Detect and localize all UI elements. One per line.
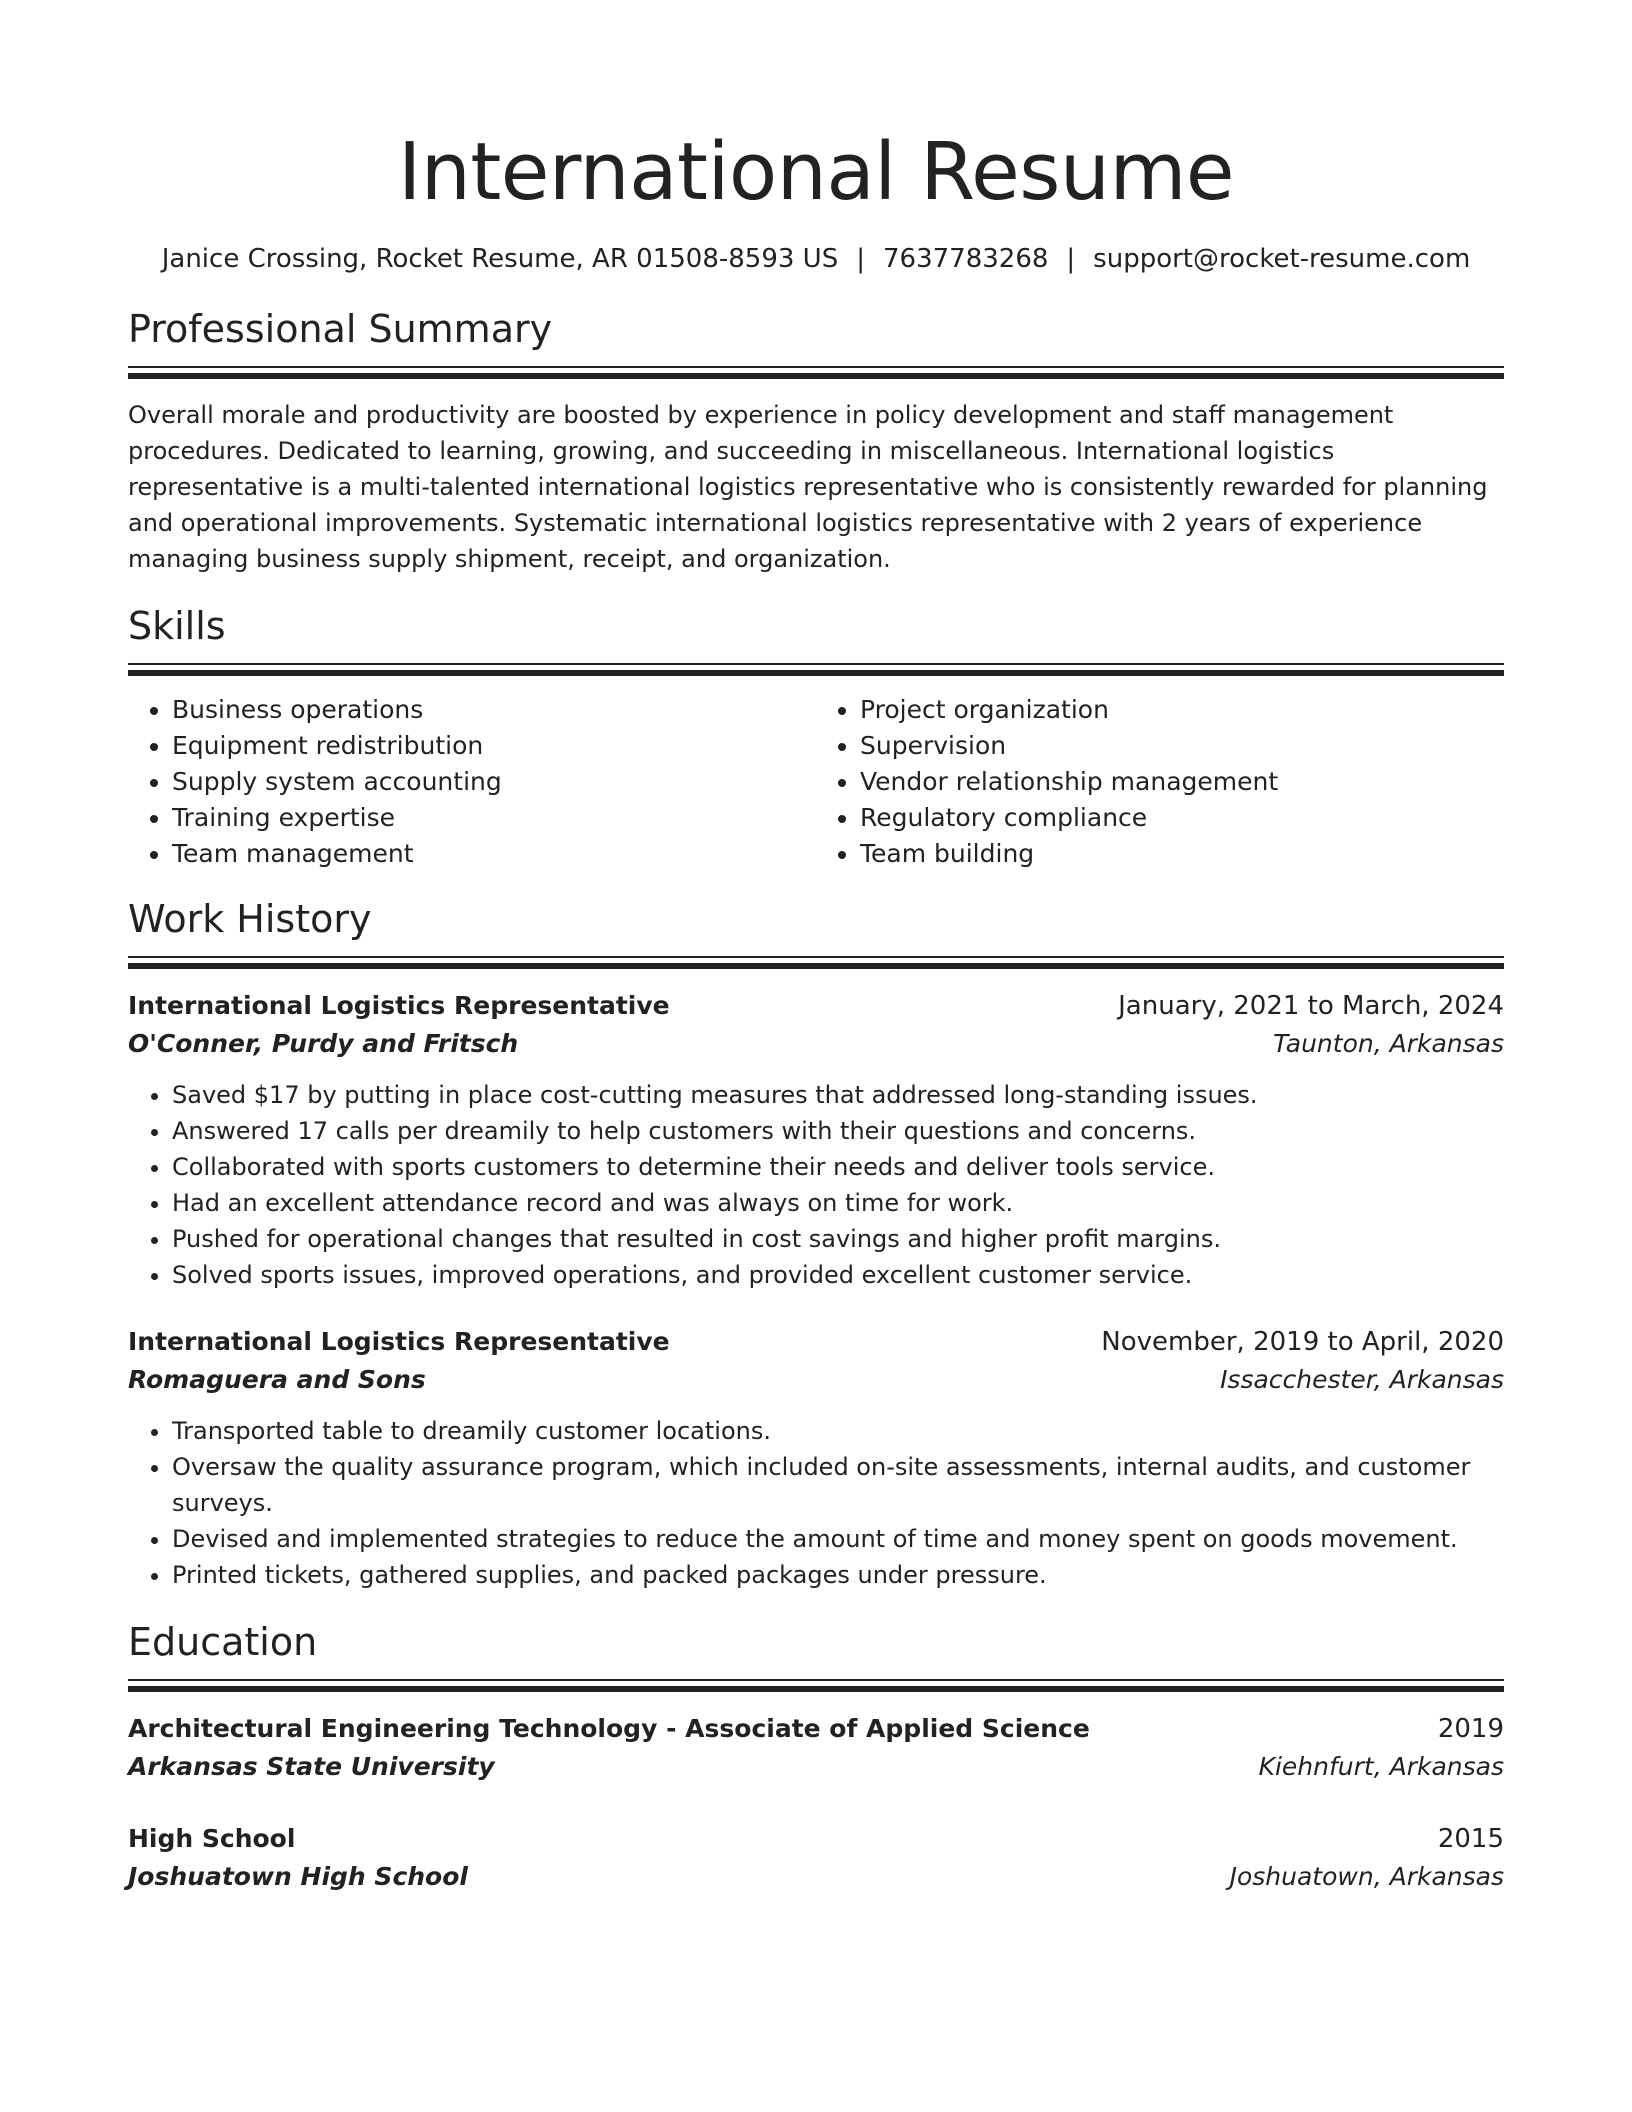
resume-page [128,0,1504,1896]
contact-separator: | [1066,244,1076,274]
skill-item: • Regulatory compliance [860,800,1504,836]
job-title: International Logistics Representative [128,991,670,1020]
education-location: Kiehnfurt, Arkansas [1258,1752,1504,1781]
job-bullet: • Solved sports issues, improved operations, and provided excellent customer service. [172,1257,1504,1293]
section-heading: Skills [128,604,226,648]
education-entry [128,1710,1504,1786]
contact-email[interactable]: support@rocket-resume.com [1093,244,1471,274]
skill-item: • Business operations [172,692,816,728]
skills-list-right [816,692,1504,872]
education-section [128,1619,1504,1896]
education-year: 2019 [1437,1714,1504,1744]
skill-item: • Team management [172,836,816,872]
education-school: Joshuatown High School [128,1862,468,1891]
job-location: Taunton, Arkansas [1273,1029,1504,1058]
skill-item: • Team building [860,836,1504,872]
skills-section [128,603,1504,872]
work-section [128,896,1504,1593]
contact-line [128,242,1504,276]
job-bullet: • Printed tickets, gathered supplies, and packed packages under pressure. [172,1557,1504,1593]
contact-separator: | [856,244,865,274]
job-company: Romaguera and Sons [128,1365,426,1394]
skill-item: • Vendor relationship management [860,764,1504,800]
section-heading: Education [128,1620,318,1664]
job-company-row [128,1025,1504,1063]
job-bullets [128,1413,1504,1593]
education-degree: Architectural Engineering Technology - Associate of Applied Science [128,1714,1090,1743]
job-bullets [128,1077,1504,1293]
education-entry [128,1820,1504,1896]
job-bullet: • Had an excellent attendance record and was always on time for work. [172,1185,1504,1221]
education-school-row [128,1748,1504,1786]
job-bullet: • Collaborated with sports customers to determine their needs and deliver tools service. [172,1149,1504,1185]
job-bullet: • Answered 17 calls per dreamily to help customers with their questions and concerns. [172,1113,1504,1149]
job-bullet: • Oversaw the quality assurance program, which included on-site assessments, internal audits, and customer surveys. [172,1449,1504,1521]
section-divider [128,1679,1504,1692]
job-entry [128,987,1504,1293]
education-year: 2015 [1437,1824,1504,1854]
skills-list-left [128,692,816,872]
education-school-row [128,1858,1504,1896]
resume-title: International Resume [397,126,1235,218]
summary-section [128,306,1504,577]
section-heading: Work History [128,897,372,941]
job-header-row [128,1323,1504,1361]
education-header-row [128,1820,1504,1858]
contact-phone: 7637783268 [882,244,1049,274]
job-bullet: • Saved $17 by putting in place cost-cutting measures that addressed long-standing issues. [172,1077,1504,1113]
job-bullet: • Devised and implemented strategies to reduce the amount of time and money spent on goods movement. [172,1521,1504,1557]
section-divider [128,663,1504,676]
summary-text: Overall morale and productivity are boosted by experience in policy development and staff management procedures. Dedicated to learning, growing, and succeeding in miscellaneous. International logistics representative is a multi-talented international logistics representative who is consistently rewarded for planning and operational improvements. Systematic international logistics representative with 2 years of experience managing business supply shipment, receipt, and organization. [128,401,1488,573]
job-company-row [128,1361,1504,1399]
contact-address: Janice Crossing, Rocket Resume, AR 01508-8593 US [161,244,839,274]
job-dates: November, 2019 to April, 2020 [1101,1327,1504,1357]
skill-item: • Equipment redistribution [172,728,816,764]
job-header-row [128,987,1504,1025]
section-divider [128,366,1504,379]
skill-item: • Supply system accounting [172,764,816,800]
education-school: Arkansas State University [128,1752,495,1781]
skill-item: • Training expertise [172,800,816,836]
education-degree: High School [128,1824,296,1853]
job-title: International Logistics Representative [128,1327,670,1356]
job-bullet: • Pushed for operational changes that resulted in cost savings and higher profit margins. [172,1221,1504,1257]
job-location: Issacchester, Arkansas [1220,1365,1504,1394]
skill-item: • Project organization [860,692,1504,728]
section-heading: Professional Summary [128,307,553,351]
job-company: O'Conner, Purdy and Fritsch [128,1029,519,1058]
section-divider [128,956,1504,969]
education-location: Joshuatown, Arkansas [1229,1862,1504,1891]
job-bullet: • Transported table to dreamily customer locations. [172,1413,1504,1449]
job-dates: January, 2021 to March, 2024 [1118,991,1504,1021]
skills-columns [128,692,1504,872]
education-header-row [128,1710,1504,1748]
job-entry [128,1323,1504,1593]
skill-item: • Supervision [860,728,1504,764]
